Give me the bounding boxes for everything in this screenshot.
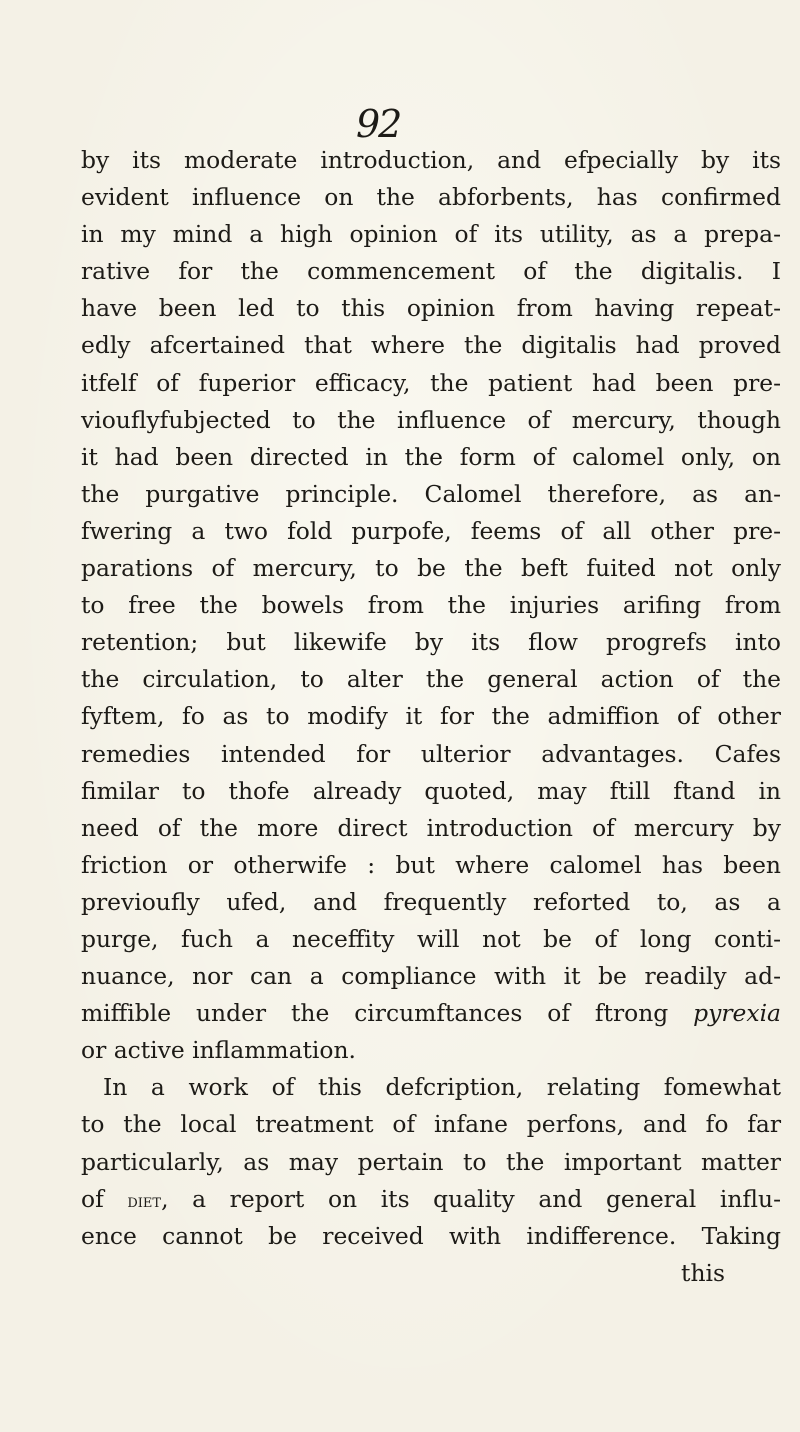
- catchword: this: [681, 1258, 725, 1287]
- italic-term: pyrexia: [693, 999, 782, 1028]
- text-line: retention; but likewife by its flow progrefs into: [81, 628, 781, 657]
- text-line: ence cannot be received with indifference. Taking: [81, 1221, 781, 1250]
- text-line: to free the bowels from the injuries arifing from: [81, 591, 781, 620]
- text-line: purge, fuch a neceffity will not be of long conti-: [81, 924, 781, 953]
- text-line: or active inflammation.: [81, 1036, 356, 1065]
- text-line: viouflyfubjected to the influence of mercury, though: [81, 405, 781, 434]
- text-line: nuance, nor can a compliance with it be readily ad-: [81, 962, 781, 991]
- text-line: itfelf of fuperior efficacy, the patient had been pre-: [81, 368, 781, 397]
- text-line-with-italic: [81, 995, 781, 1032]
- text-line: particularly, as may pertain to the important matter: [81, 1147, 781, 1176]
- text-line: edly afcertained that where the digitalis had proved: [81, 331, 781, 360]
- text-line: need of the more direct introduction of mercury by: [81, 813, 781, 842]
- text-segment: of: [81, 1184, 104, 1213]
- text-line: friction or otherwife : but where calomel has been: [81, 850, 781, 879]
- text-line-with-smallcaps: [81, 1181, 781, 1218]
- text-line: fimilar to thofe already quoted, may ftill ftand in: [81, 776, 781, 805]
- text-line: to the local treatment of infane perfons, and fo far: [81, 1110, 781, 1139]
- text-line: evident influence on the abforbents, has confirmed: [81, 183, 781, 212]
- text-line: remedies intended for ulterior advantages. Cafes: [81, 739, 781, 768]
- smallcaps-term: diet: [127, 1189, 162, 1212]
- text-line: by its moderate introduction, and efpecially by its: [81, 146, 781, 174]
- body-text: [81, 142, 781, 1292]
- text-line: previoufly ufed, and frequently reforted to, as a: [81, 887, 781, 916]
- text-line: fwering a two fold purpofe, feems of all other pre-: [81, 516, 781, 545]
- text-line: the purgative principle. Calomel therefore, as an-: [81, 479, 781, 508]
- text-line: In a work of this defcription, relating fomewhat: [103, 1073, 781, 1102]
- text-line: it had been directed in the form of calomel only, on: [81, 442, 781, 471]
- text-segment: , a report on its quality and general influ-: [161, 1184, 781, 1213]
- text-line: fyftem, fo as to modify it for the admiffion of other: [81, 702, 781, 731]
- text-line: parations of mercury, to be the beft fuited not only: [81, 554, 781, 583]
- text-line: rative for the commencement of the digitalis. I: [81, 257, 781, 286]
- text-segment: miffible under the circumftances of ftrong: [81, 999, 669, 1028]
- text-line: the circulation, to alter the general action of the: [81, 665, 781, 694]
- page-number: 92: [356, 102, 401, 146]
- text-line: have been led to this opinion from having repeat-: [81, 294, 781, 323]
- text-line: in my mind a high opinion of its utility, as a prepa-: [81, 220, 781, 249]
